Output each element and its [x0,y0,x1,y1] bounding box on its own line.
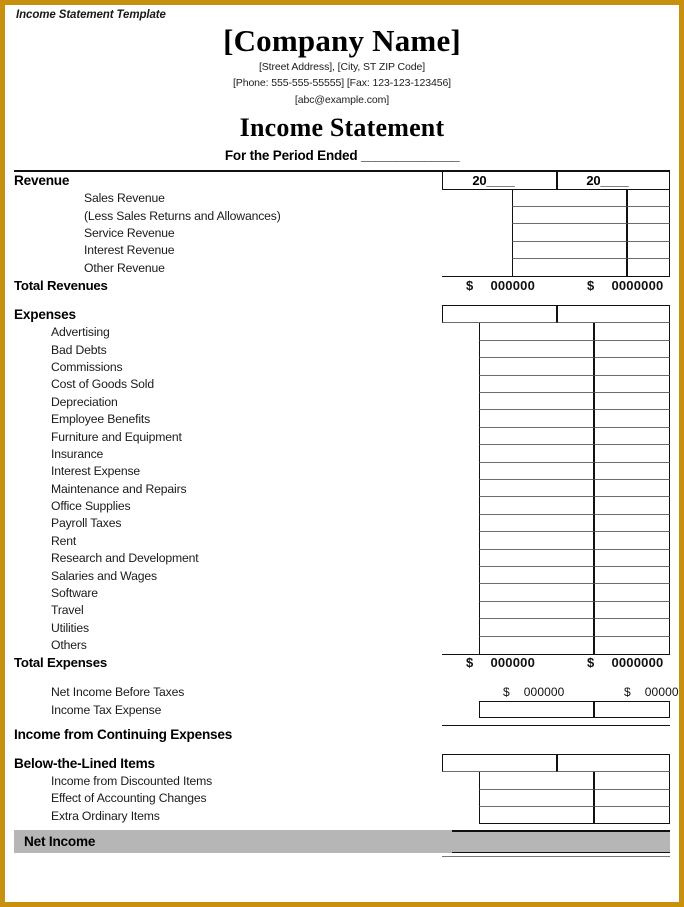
expense-item-label: Interest Expense [51,464,141,479]
total-revenues-col2 [557,276,670,294]
expense-item-6-col1[interactable] [479,428,594,445]
currency-symbol: $ [587,655,595,671]
revenue-item-label: (Less Sales Returns and Allowances) [84,208,281,223]
table-row [14,190,670,207]
total-expenses-col2 [557,654,670,672]
revenue-header-row [14,172,670,190]
total-expenses-row [14,654,670,672]
expense-item-3-col1[interactable] [479,376,594,393]
table-row [14,393,670,410]
table-row [14,480,670,497]
column-1-year-header[interactable]: 20____ [442,172,557,190]
table-row [14,807,670,824]
company-address: [Street Address], [City, ST ZIP Code] [258,61,426,74]
expense-item-18-col2[interactable] [594,637,670,654]
expense-item-8-col2[interactable] [594,463,670,480]
expense-item-6-col2[interactable] [594,428,670,445]
section-gap [14,672,670,683]
letterhead [14,23,670,163]
expense-item-16-col2[interactable] [594,602,670,619]
expense-item-1-col1[interactable] [479,341,594,358]
net-income-double-rule [14,853,670,857]
table-row [14,224,670,241]
revenue-item-2-col1[interactable] [512,224,627,241]
revenue-item-0-col1[interactable] [512,190,627,207]
below-the-line-item-label: Extra Ordinary Items [51,808,160,823]
total-expenses-col2-value: 0000000 [611,655,664,671]
expense-item-2-col2[interactable] [594,358,670,375]
income-tax-expense-row [14,701,670,718]
expense-item-9-col1[interactable] [479,480,594,497]
net-income-col1[interactable] [452,830,567,853]
currency-symbol: $ [587,277,595,293]
expense-item-13-col2[interactable] [594,550,670,567]
expense-item-label: Utilities [51,620,89,635]
net-income-before-taxes-row [14,683,679,701]
revenue-item-label: Sales Revenue [84,191,165,206]
total-revenues-col2-value: 0000000 [611,277,664,293]
expense-item-label: Others [51,638,87,653]
expense-item-8-col1[interactable] [479,463,594,480]
revenue-item-label: Interest Revenue [84,243,175,258]
currency-symbol: $ [503,684,510,699]
below-the-line-item-label: Effect of Accounting Changes [51,791,207,806]
statement-title: Income Statement [239,113,445,143]
expense-item-label: Payroll Taxes [51,516,122,531]
table-row [14,602,670,619]
total-revenues-row [14,276,670,294]
below-the-line-item-2-col1[interactable] [479,807,594,824]
currency-symbol: $ [466,655,474,671]
net-income-row [14,830,670,853]
expense-item-label: Bad Debts [51,342,107,357]
period-ended-label: For the Period Ended [224,147,358,163]
expense-item-label: Advertising [51,325,110,340]
company-email: [abc@example.com] [294,93,390,106]
expenses-header-col2[interactable] [557,305,670,323]
expense-item-1-col2[interactable] [594,341,670,358]
below-the-line-header-col2[interactable] [557,754,670,772]
revenue-heading: Revenue [14,173,70,189]
expense-item-15-col2[interactable] [594,584,670,601]
table-row [14,242,670,259]
revenue-item-3-col1[interactable] [512,242,627,259]
expense-item-label: Commissions [51,359,123,374]
expense-item-12-col1[interactable] [479,532,594,549]
income-continuing-label: Income from Continuing Expenses [14,726,233,742]
expense-item-17-col2[interactable] [594,619,670,636]
table-row [14,550,670,567]
table-row [14,376,670,393]
expenses-header-col1[interactable] [442,305,557,323]
revenue-item-2-col2[interactable] [627,224,670,241]
currency-symbol: $ [624,684,631,699]
revenue-item-1-col2[interactable] [627,207,670,224]
template-tag: Income Statement Template [16,9,166,21]
expense-item-5-col2[interactable] [594,410,670,427]
expense-item-4-col1[interactable] [479,393,594,410]
table-row [14,497,670,514]
income-continuing-col2 [557,725,670,743]
below-the-line-item-2-col2[interactable] [594,807,670,824]
revenue-item-4-col1[interactable] [512,259,627,276]
expense-item-label: Depreciation [51,394,118,409]
expense-item-9-col2[interactable] [594,480,670,497]
table-row [14,637,670,654]
table-row [14,341,670,358]
nibt-col2 [594,683,679,701]
expense-item-label: Furniture and Equipment [51,429,182,444]
net-income-label: Net Income [24,834,96,850]
expense-item-label: Rent [51,533,77,548]
below-the-line-item-1-col2[interactable] [594,790,670,807]
expense-item-11-col1[interactable] [479,515,594,532]
expense-item-18-col1[interactable] [479,637,594,654]
income-continuing-row [14,725,670,743]
total-revenues-col1-value: 000000 [490,277,536,293]
total-expenses-col1-value: 000000 [490,655,536,671]
revenue-item-label: Service Revenue [84,225,175,240]
expense-item-2-col1[interactable] [479,358,594,375]
table-row [14,619,670,636]
income-tax-expense-col1[interactable] [479,701,594,718]
table-row [14,259,670,276]
below-the-line-header-col1[interactable] [442,754,557,772]
total-expenses-label: Total Expenses [14,655,107,671]
expense-item-label: Travel [51,603,84,618]
expense-item-label: Insurance [51,446,104,461]
expense-item-14-col2[interactable] [594,567,670,584]
below-the-line-item-1-col1[interactable] [479,790,594,807]
expense-item-label: Salaries and Wages [51,568,157,583]
income-continuing-col1 [442,725,557,743]
currency-symbol: $ [466,277,474,293]
company-name: [Company Name] [223,22,461,58]
net-income-before-taxes-label: Net Income Before Taxes [51,684,185,699]
table-row [14,772,670,789]
revenue-item-3-col2[interactable] [627,242,670,259]
total-revenues-col1 [442,276,557,294]
section-gap [14,743,670,754]
table-row [14,323,670,340]
expense-item-15-col1[interactable] [479,584,594,601]
expense-item-10-col2[interactable] [594,497,670,514]
nibt-col2-value: 00000 [644,684,679,699]
expense-item-3-col2[interactable] [594,376,670,393]
section-gap [14,294,670,305]
expense-item-label: Employee Benefits [51,412,151,427]
expense-item-11-col2[interactable] [594,515,670,532]
expense-item-16-col1[interactable] [479,602,594,619]
period-ended-blank[interactable]: ______________ [360,147,460,163]
period-ended-line [14,148,670,163]
total-expenses-col1 [442,654,557,672]
expense-item-label: Research and Development [51,551,199,566]
table-row [14,532,670,549]
expense-item-10-col1[interactable] [479,497,594,514]
revenue-item-4-col2[interactable] [627,259,670,276]
table-row [14,207,670,224]
total-revenues-label: Total Revenues [14,277,108,293]
section-gap [14,718,670,725]
table-row [14,445,670,462]
expense-item-17-col1[interactable] [479,619,594,636]
expense-item-label: Office Supplies [51,499,131,514]
table-row [14,567,670,584]
below-the-line-item-label: Income from Discounted Items [51,773,213,788]
expense-item-0-col2[interactable] [594,323,670,340]
page-inner [5,5,679,902]
table-row [14,410,670,427]
section-gap [14,824,670,828]
revenue-item-label: Other Revenue [84,260,165,275]
table-row [14,790,670,807]
expense-item-12-col2[interactable] [594,532,670,549]
expense-item-7-col1[interactable] [479,445,594,462]
below-the-line-heading: Below-the-Lined Items [14,755,155,771]
nibt-col1 [479,683,594,701]
company-phone-fax: [Phone: 555-555-55555] [Fax: 123-123-123456] [232,77,452,90]
expense-item-label: Cost of Goods Sold [51,377,154,392]
table-row [14,584,670,601]
revenue-item-0-col2[interactable] [627,190,670,207]
table-row [14,515,670,532]
table-row [14,428,670,445]
column-2-year-header[interactable]: 20____ [557,172,670,190]
nibt-col1-value: 000000 [523,684,565,699]
table-row [14,463,670,480]
below-the-line-header-row [14,754,670,772]
expense-item-5-col1[interactable] [479,410,594,427]
below-the-line-item-0-col1[interactable] [479,772,594,789]
expense-item-14-col1[interactable] [479,567,594,584]
expense-item-label: Maintenance and Repairs [51,481,187,496]
net-income-col2[interactable] [567,830,670,853]
expense-item-0-col1[interactable] [479,323,594,340]
revenue-item-1-col1[interactable] [512,207,627,224]
income-tax-expense-label: Income Tax Expense [51,702,162,717]
table-row [14,358,670,375]
expense-item-7-col2[interactable] [594,445,670,462]
income-tax-expense-col2[interactable] [594,701,670,718]
expense-item-label: Software [51,586,98,601]
expenses-header-row [14,305,670,323]
statement-body [14,170,679,858]
expenses-heading: Expenses [14,306,76,322]
below-the-line-item-0-col2[interactable] [594,772,670,789]
expense-item-13-col1[interactable] [479,550,594,567]
expense-item-4-col2[interactable] [594,393,670,410]
